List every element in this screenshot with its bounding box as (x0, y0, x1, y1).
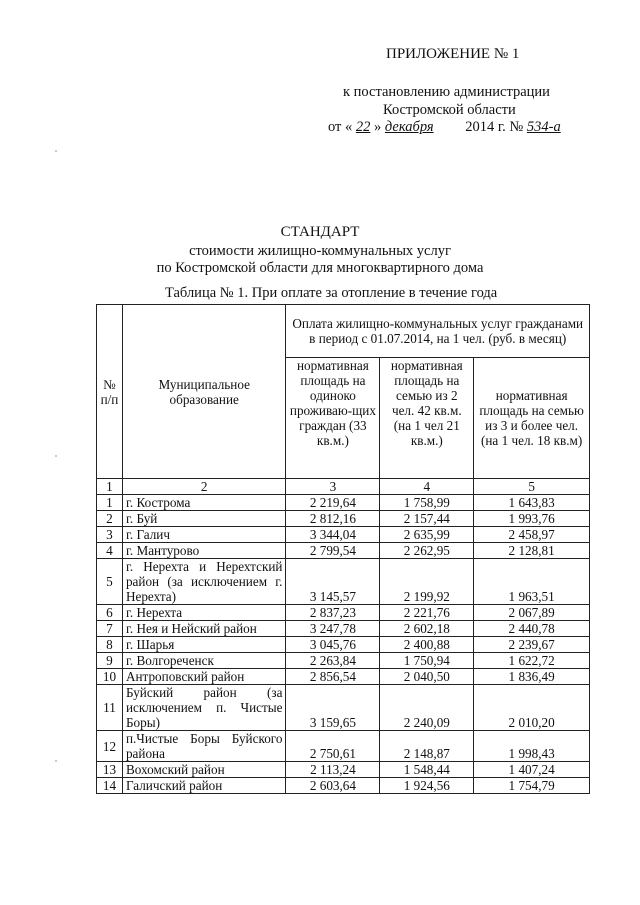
row-number: 10 (97, 669, 123, 685)
table-row (97, 778, 590, 794)
document-subtitle-1: стоимости жилищно-коммунальных услуг (189, 243, 451, 259)
document-title: СТАНДАРТ (280, 224, 360, 240)
table-row (97, 559, 590, 605)
col-header-single: нормативная площадь на одиноко проживаю-щих граждан (33 кв.м.) (286, 358, 380, 479)
table-row (97, 543, 590, 559)
index-cell: 5 (474, 479, 590, 495)
col-header-family-3: нормативная площадь на семью из 3 и более чел. (на 1 чел. 18 кв.м) (474, 358, 590, 479)
value-family-3: 1 643,83 (474, 495, 590, 511)
row-number: 14 (97, 778, 123, 794)
value-family-3: 1 998,43 (474, 731, 590, 762)
table-row (97, 653, 590, 669)
value-single: 2 812,16 (286, 511, 380, 527)
municipality-name: п.Чистые Боры Буйского района (122, 731, 286, 762)
value-single: 2 799,54 (286, 543, 380, 559)
cost-standard-table (96, 304, 590, 794)
value-family-3: 2 440,78 (474, 621, 590, 637)
table-row (97, 495, 590, 511)
value-single: 3 247,78 (286, 621, 380, 637)
municipality-name: г. Нея и Нейский район (122, 621, 286, 637)
row-number: 2 (97, 511, 123, 527)
table-row (97, 605, 590, 621)
table-row (97, 511, 590, 527)
value-family-3: 2 458,97 (474, 527, 590, 543)
value-single: 2 856,54 (286, 669, 380, 685)
row-number: 1 (97, 495, 123, 511)
table-caption: Таблица № 1. При оплате за отопление в течение года (165, 285, 498, 301)
value-single: 3 045,76 (286, 637, 380, 653)
value-single: 3 344,04 (286, 527, 380, 543)
value-family-2: 2 635,99 (380, 527, 474, 543)
col-header-num: № п/п (97, 305, 123, 479)
municipality-name: г. Буй (122, 511, 286, 527)
value-family-3: 2 128,81 (474, 543, 590, 559)
row-number: 7 (97, 621, 123, 637)
value-family-2: 2 148,87 (380, 731, 474, 762)
municipality-name: г. Волгореченск (122, 653, 286, 669)
document-subtitle-2: по Костромской области для многоквартирного дома (156, 260, 484, 276)
value-single: 2 750,61 (286, 731, 380, 762)
table-row (97, 669, 590, 685)
table-row (97, 637, 590, 653)
value-family-3: 1 622,72 (474, 653, 590, 669)
municipality-name: Антроповский район (122, 669, 286, 685)
value-family-2: 2 262,95 (380, 543, 474, 559)
table-row (97, 685, 590, 731)
value-family-2: 2 221,76 (380, 605, 474, 621)
table-row (97, 731, 590, 762)
value-single: 3 145,57 (286, 559, 380, 605)
value-family-2: 2 400,88 (380, 637, 474, 653)
row-number: 9 (97, 653, 123, 669)
value-family-2: 2 157,44 (380, 511, 474, 527)
municipality-name: Буйский район (за исключением п. Чистые Боры) (122, 685, 286, 731)
value-family-2: 2 199,92 (380, 559, 474, 605)
decree-date-line (328, 118, 561, 137)
row-number: 11 (97, 685, 123, 731)
date-mid: » (374, 119, 382, 135)
date-day: 22 (355, 119, 371, 135)
decree-line-1: к постановлению администрации (343, 84, 550, 100)
municipality-name: г. Нерехта (122, 605, 286, 621)
col-header-family-2: нормативная площадь на семью из 2 чел. 42 кв.м. (на 1 чел 21 кв.м.) (380, 358, 474, 479)
value-family-2: 2 040,50 (380, 669, 474, 685)
col-header-municipality: Муниципальное образование (122, 305, 286, 479)
index-cell: 3 (286, 479, 380, 495)
value-family-2: 1 758,99 (380, 495, 474, 511)
row-number: 4 (97, 543, 123, 559)
value-family-2: 1 548,44 (380, 762, 474, 778)
decree-number: 534-а (526, 119, 561, 135)
row-number: 12 (97, 731, 123, 762)
value-single: 3 159,65 (286, 685, 380, 731)
table-row (97, 621, 590, 637)
municipality-name: г. Галич (122, 527, 286, 543)
row-number: 8 (97, 637, 123, 653)
date-year: 2014 г. № (465, 119, 524, 135)
value-family-3: 2 010,20 (474, 685, 590, 731)
municipality-name: Галичский район (122, 778, 286, 794)
value-single: 2 219,64 (286, 495, 380, 511)
value-family-3: 2 239,67 (474, 637, 590, 653)
value-family-2: 2 602,18 (380, 621, 474, 637)
value-family-3: 1 754,79 (474, 778, 590, 794)
value-family-2: 2 240,09 (380, 685, 474, 731)
index-row (97, 479, 590, 495)
decree-line-2: Костромской области (383, 102, 516, 118)
value-family-2: 1 924,56 (380, 778, 474, 794)
date-month: декабря (384, 119, 434, 135)
municipality-name: г. Кострома (122, 495, 286, 511)
row-number: 13 (97, 762, 123, 778)
index-cell: 1 (97, 479, 123, 495)
row-number: 3 (97, 527, 123, 543)
row-number: 5 (97, 559, 123, 605)
value-family-3: 1 963,51 (474, 559, 590, 605)
group-header: Оплата жилищно-коммунальных услуг гражданами в период с 01.07.2014, на 1 чел. (руб. в месяц) (286, 305, 590, 358)
value-family-3: 1 836,49 (474, 669, 590, 685)
table-row (97, 762, 590, 778)
index-cell: 4 (380, 479, 474, 495)
municipality-name: г. Шарья (122, 637, 286, 653)
municipality-name: г. Нерехта и Нерехтский район (за исключением г. Нерехта) (122, 559, 286, 605)
date-prefix: от « (328, 119, 353, 135)
row-number: 6 (97, 605, 123, 621)
table-row (97, 527, 590, 543)
value-single: 2 263,84 (286, 653, 380, 669)
index-cell: 2 (122, 479, 286, 495)
value-family-3: 1 993,76 (474, 511, 590, 527)
value-family-3: 2 067,89 (474, 605, 590, 621)
municipality-name: г. Мантурово (122, 543, 286, 559)
value-single: 2 603,64 (286, 778, 380, 794)
value-family-3: 1 407,24 (474, 762, 590, 778)
value-single: 2 837,23 (286, 605, 380, 621)
value-single: 2 113,24 (286, 762, 380, 778)
municipality-name: Вохомский район (122, 762, 286, 778)
appendix-title: ПРИЛОЖЕНИЕ № 1 (386, 46, 520, 62)
value-family-2: 1 750,94 (380, 653, 474, 669)
